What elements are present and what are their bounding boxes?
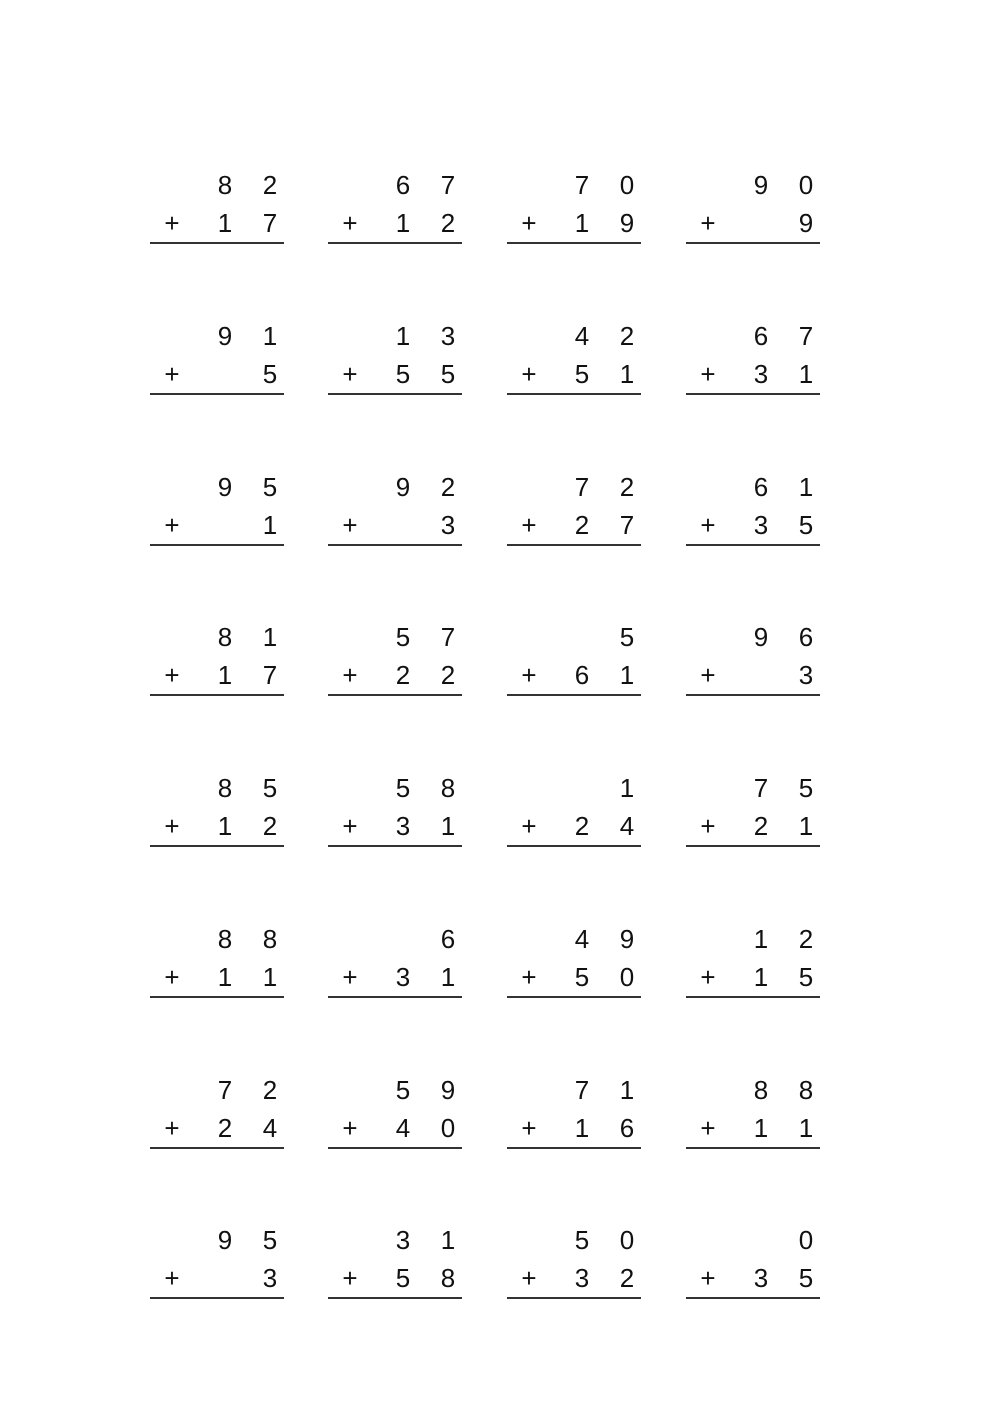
top-tens-digit: 6 xyxy=(395,170,411,200)
addition-problem xyxy=(686,1225,820,1315)
top-ones-digit: 0 xyxy=(619,170,635,200)
answer-line xyxy=(686,845,820,847)
addition-problem xyxy=(686,773,820,863)
answer-line xyxy=(150,1147,284,1149)
top-tens-digit: 7 xyxy=(753,773,769,803)
bottom-ones-digit: 9 xyxy=(798,208,814,238)
top-tens-digit xyxy=(746,1225,776,1255)
top-ones-digit: 6 xyxy=(798,622,814,652)
top-ones-digit: 6 xyxy=(440,924,456,954)
addition-problem xyxy=(150,170,284,260)
top-ones-digit: 2 xyxy=(619,321,635,351)
plus-sign: + xyxy=(700,208,716,238)
top-ones-digit: 8 xyxy=(798,1075,814,1105)
top-ones-digit: 1 xyxy=(619,773,635,803)
top-tens-digit: 8 xyxy=(217,170,233,200)
bottom-ones-digit: 1 xyxy=(619,359,635,389)
plus-sign: + xyxy=(164,1113,180,1143)
addition-problem xyxy=(328,321,462,411)
plus-sign: + xyxy=(521,811,537,841)
bottom-tens-digit xyxy=(210,1263,240,1293)
bottom-tens-digit: 1 xyxy=(217,811,233,841)
answer-line xyxy=(328,242,462,244)
addition-problem xyxy=(328,170,462,260)
top-tens-digit: 5 xyxy=(395,1075,411,1105)
bottom-tens-digit: 1 xyxy=(217,660,233,690)
top-tens-digit: 4 xyxy=(574,321,590,351)
addition-problem xyxy=(507,1075,641,1165)
plus-sign: + xyxy=(342,660,358,690)
addition-problem xyxy=(686,170,820,260)
bottom-tens-digit xyxy=(210,359,240,389)
top-tens-digit: 5 xyxy=(395,773,411,803)
top-ones-digit: 3 xyxy=(440,321,456,351)
addition-problem xyxy=(328,472,462,562)
bottom-tens-digit xyxy=(210,510,240,540)
plus-sign: + xyxy=(700,962,716,992)
top-ones-digit: 8 xyxy=(262,924,278,954)
bottom-ones-digit: 2 xyxy=(619,1263,635,1293)
bottom-tens-digit: 1 xyxy=(753,1113,769,1143)
top-tens-digit: 9 xyxy=(217,472,233,502)
bottom-ones-digit: 2 xyxy=(262,811,278,841)
answer-line xyxy=(328,1147,462,1149)
top-tens-digit xyxy=(567,773,597,803)
bottom-tens-digit: 1 xyxy=(395,208,411,238)
addition-problem xyxy=(507,773,641,863)
bottom-tens-digit: 1 xyxy=(217,208,233,238)
answer-line xyxy=(150,242,284,244)
answer-line xyxy=(328,996,462,998)
plus-sign: + xyxy=(521,1263,537,1293)
plus-sign: + xyxy=(521,1113,537,1143)
top-ones-digit: 2 xyxy=(440,472,456,502)
answer-line xyxy=(328,1297,462,1299)
bottom-ones-digit: 1 xyxy=(798,1113,814,1143)
top-tens-digit: 1 xyxy=(753,924,769,954)
answer-line xyxy=(686,694,820,696)
top-ones-digit: 5 xyxy=(262,472,278,502)
bottom-ones-digit: 1 xyxy=(262,510,278,540)
top-ones-digit: 5 xyxy=(619,622,635,652)
plus-sign: + xyxy=(342,1263,358,1293)
answer-line xyxy=(507,544,641,546)
plus-sign: + xyxy=(342,962,358,992)
plus-sign: + xyxy=(521,962,537,992)
plus-sign: + xyxy=(342,208,358,238)
top-tens-digit: 6 xyxy=(753,321,769,351)
plus-sign: + xyxy=(164,660,180,690)
top-tens-digit: 7 xyxy=(574,472,590,502)
top-ones-digit: 1 xyxy=(262,622,278,652)
bottom-ones-digit: 0 xyxy=(440,1113,456,1143)
plus-sign: + xyxy=(700,359,716,389)
addition-problem xyxy=(328,924,462,1014)
answer-line xyxy=(686,242,820,244)
top-tens-digit: 8 xyxy=(753,1075,769,1105)
addition-problem xyxy=(507,472,641,562)
top-tens-digit: 7 xyxy=(217,1075,233,1105)
bottom-tens-digit: 1 xyxy=(217,962,233,992)
bottom-ones-digit: 1 xyxy=(798,359,814,389)
top-ones-digit: 0 xyxy=(798,1225,814,1255)
addition-problem xyxy=(507,170,641,260)
bottom-tens-digit xyxy=(746,660,776,690)
addition-problem xyxy=(328,622,462,712)
top-tens-digit: 7 xyxy=(574,1075,590,1105)
top-tens-digit: 5 xyxy=(395,622,411,652)
addition-problem xyxy=(507,321,641,411)
bottom-tens-digit: 5 xyxy=(574,962,590,992)
answer-line xyxy=(150,996,284,998)
top-ones-digit: 1 xyxy=(440,1225,456,1255)
plus-sign: + xyxy=(164,1263,180,1293)
bottom-ones-digit: 7 xyxy=(619,510,635,540)
plus-sign: + xyxy=(521,660,537,690)
addition-problem xyxy=(328,1075,462,1165)
bottom-ones-digit: 7 xyxy=(262,208,278,238)
top-ones-digit: 1 xyxy=(798,472,814,502)
top-tens-digit: 9 xyxy=(753,622,769,652)
top-ones-digit: 7 xyxy=(440,170,456,200)
top-tens-digit: 8 xyxy=(217,622,233,652)
answer-line xyxy=(150,544,284,546)
top-ones-digit: 5 xyxy=(262,773,278,803)
top-ones-digit: 1 xyxy=(262,321,278,351)
answer-line xyxy=(150,393,284,395)
top-tens-digit xyxy=(388,924,418,954)
bottom-ones-digit: 2 xyxy=(440,208,456,238)
top-ones-digit: 2 xyxy=(262,170,278,200)
plus-sign: + xyxy=(521,208,537,238)
top-tens-digit: 8 xyxy=(217,924,233,954)
top-ones-digit: 7 xyxy=(440,622,456,652)
top-ones-digit: 9 xyxy=(619,924,635,954)
answer-line xyxy=(150,845,284,847)
bottom-ones-digit: 9 xyxy=(619,208,635,238)
addition-problem xyxy=(686,622,820,712)
bottom-ones-digit: 1 xyxy=(262,962,278,992)
answer-line xyxy=(150,694,284,696)
top-ones-digit: 9 xyxy=(440,1075,456,1105)
bottom-tens-digit: 1 xyxy=(753,962,769,992)
plus-sign: + xyxy=(700,811,716,841)
bottom-tens-digit: 1 xyxy=(574,208,590,238)
addition-problem xyxy=(150,924,284,1014)
addition-problem xyxy=(686,321,820,411)
addition-problem xyxy=(150,622,284,712)
bottom-ones-digit: 1 xyxy=(440,811,456,841)
bottom-ones-digit: 8 xyxy=(440,1263,456,1293)
plus-sign: + xyxy=(521,359,537,389)
top-ones-digit: 0 xyxy=(798,170,814,200)
top-tens-digit: 9 xyxy=(217,321,233,351)
top-ones-digit: 0 xyxy=(619,1225,635,1255)
plus-sign: + xyxy=(700,1113,716,1143)
top-ones-digit: 2 xyxy=(619,472,635,502)
bottom-tens-digit: 5 xyxy=(395,359,411,389)
bottom-ones-digit: 4 xyxy=(619,811,635,841)
top-tens-digit: 9 xyxy=(753,170,769,200)
plus-sign: + xyxy=(342,510,358,540)
bottom-tens-digit: 2 xyxy=(574,811,590,841)
bottom-ones-digit: 5 xyxy=(798,510,814,540)
top-tens-digit: 8 xyxy=(217,773,233,803)
plus-sign: + xyxy=(700,1263,716,1293)
top-ones-digit: 2 xyxy=(798,924,814,954)
answer-line xyxy=(507,393,641,395)
top-tens-digit xyxy=(567,622,597,652)
bottom-tens-digit: 3 xyxy=(395,811,411,841)
bottom-tens-digit xyxy=(746,208,776,238)
top-tens-digit: 9 xyxy=(217,1225,233,1255)
bottom-ones-digit: 1 xyxy=(619,660,635,690)
answer-line xyxy=(328,845,462,847)
answer-line xyxy=(507,1297,641,1299)
bottom-tens-digit: 3 xyxy=(753,510,769,540)
bottom-tens-digit xyxy=(388,510,418,540)
bottom-ones-digit: 0 xyxy=(619,962,635,992)
bottom-ones-digit: 2 xyxy=(440,660,456,690)
bottom-tens-digit: 3 xyxy=(753,359,769,389)
plus-sign: + xyxy=(164,359,180,389)
bottom-tens-digit: 3 xyxy=(574,1263,590,1293)
bottom-ones-digit: 5 xyxy=(440,359,456,389)
bottom-ones-digit: 5 xyxy=(798,962,814,992)
bottom-ones-digit: 3 xyxy=(798,660,814,690)
plus-sign: + xyxy=(164,208,180,238)
addition-problem xyxy=(150,321,284,411)
top-tens-digit: 1 xyxy=(395,321,411,351)
bottom-tens-digit: 3 xyxy=(753,1263,769,1293)
bottom-ones-digit: 3 xyxy=(440,510,456,540)
answer-line xyxy=(686,544,820,546)
answer-line xyxy=(507,1147,641,1149)
bottom-tens-digit: 2 xyxy=(574,510,590,540)
answer-line xyxy=(686,1147,820,1149)
answer-line xyxy=(686,393,820,395)
plus-sign: + xyxy=(342,359,358,389)
bottom-tens-digit: 3 xyxy=(395,962,411,992)
top-ones-digit: 5 xyxy=(262,1225,278,1255)
answer-line xyxy=(150,1297,284,1299)
bottom-ones-digit: 5 xyxy=(798,1263,814,1293)
bottom-tens-digit: 5 xyxy=(574,359,590,389)
bottom-tens-digit: 6 xyxy=(574,660,590,690)
bottom-ones-digit: 5 xyxy=(262,359,278,389)
plus-sign: + xyxy=(164,510,180,540)
top-tens-digit: 7 xyxy=(574,170,590,200)
addition-problem xyxy=(686,924,820,1014)
addition-problem xyxy=(507,622,641,712)
addition-problem xyxy=(507,1225,641,1315)
answer-line xyxy=(328,544,462,546)
top-tens-digit: 6 xyxy=(753,472,769,502)
answer-line xyxy=(507,242,641,244)
top-ones-digit: 7 xyxy=(798,321,814,351)
top-tens-digit: 5 xyxy=(574,1225,590,1255)
top-tens-digit: 4 xyxy=(574,924,590,954)
top-tens-digit: 9 xyxy=(395,472,411,502)
answer-line xyxy=(686,1297,820,1299)
answer-line xyxy=(507,845,641,847)
answer-line xyxy=(686,996,820,998)
plus-sign: + xyxy=(700,510,716,540)
answer-line xyxy=(507,694,641,696)
top-ones-digit: 5 xyxy=(798,773,814,803)
bottom-ones-digit: 6 xyxy=(619,1113,635,1143)
addition-problem xyxy=(150,472,284,562)
bottom-ones-digit: 1 xyxy=(440,962,456,992)
bottom-ones-digit: 1 xyxy=(798,811,814,841)
answer-line xyxy=(328,694,462,696)
addition-problem xyxy=(328,773,462,863)
top-tens-digit: 3 xyxy=(395,1225,411,1255)
plus-sign: + xyxy=(342,811,358,841)
addition-problem xyxy=(328,1225,462,1315)
addition-problem xyxy=(686,1075,820,1165)
bottom-ones-digit: 7 xyxy=(262,660,278,690)
addition-problem xyxy=(150,1225,284,1315)
plus-sign: + xyxy=(164,962,180,992)
addition-problem xyxy=(686,472,820,562)
bottom-tens-digit: 4 xyxy=(395,1113,411,1143)
answer-line xyxy=(328,393,462,395)
bottom-ones-digit: 3 xyxy=(262,1263,278,1293)
addition-problem xyxy=(507,924,641,1014)
addition-problem xyxy=(150,773,284,863)
top-ones-digit: 8 xyxy=(440,773,456,803)
addition-problem xyxy=(150,1075,284,1165)
top-ones-digit: 1 xyxy=(619,1075,635,1105)
bottom-tens-digit: 5 xyxy=(395,1263,411,1293)
bottom-tens-digit: 2 xyxy=(217,1113,233,1143)
bottom-tens-digit: 1 xyxy=(574,1113,590,1143)
top-ones-digit: 2 xyxy=(262,1075,278,1105)
bottom-tens-digit: 2 xyxy=(395,660,411,690)
plus-sign: + xyxy=(164,811,180,841)
plus-sign: + xyxy=(521,510,537,540)
bottom-ones-digit: 4 xyxy=(262,1113,278,1143)
plus-sign: + xyxy=(342,1113,358,1143)
plus-sign: + xyxy=(700,660,716,690)
answer-line xyxy=(507,996,641,998)
bottom-tens-digit: 2 xyxy=(753,811,769,841)
